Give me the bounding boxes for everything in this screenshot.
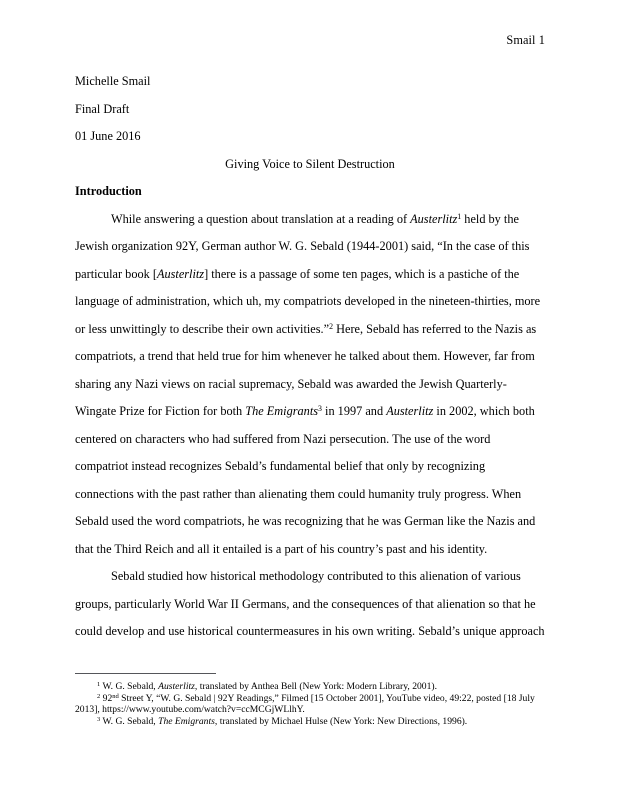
page-title: Giving Voice to Silent Destruction — [225, 156, 395, 171]
author-line: Michelle Smail — [75, 74, 151, 88]
footnote-area — [75, 681, 545, 727]
body-paragraph: Sebald studied how historical methodology contributed to this alienation of various groups, particularly World War II Germans, and the consequences of that alienation so that he could develop and use historical countermeasures in his own writing. Sebald’s unique approach — [75, 569, 545, 638]
footnote-item: $^3$ W. G. Sebald, The Emigrants, translated by Michael Hulse (New York: New Directions, 1996). — [97, 715, 468, 727]
section-heading-introduction: Introduction — [75, 184, 142, 198]
document-body — [75, 68, 545, 646]
footnote-item: $^2$ 92nd Street Y, “W. G. Sebald | 92Y Readings,” Filmed [15 October 2001], YouTube video, 49:22, posted [18 July 2013], https://www.youtube.com/watch?v=ccMCGjWLlhY. — [75, 692, 535, 716]
footnote-item: $^1$ W. G. Sebald, Austerlitz, translated by Anthea Bell (New York: Modern Library, 2001). — [97, 680, 437, 692]
running-header: Smail 1 — [506, 33, 545, 47]
footnote-separator — [75, 673, 216, 674]
draft-line: Final Draft — [75, 101, 130, 116]
body-paragraph: While answering a question about translation at a reading of Austerlitz$^1$ held by the Jewish organization 92Y, German author W. G. Sebald (1944-2001) said, “In the case of this particular book [Austerlitz] there is a passage of some ten pages, which is a pastiche of the language of administration, which uh, my compatriots developed in the nineteen-thirties, more or less unwittingly to describe their own activities.”$^2$ Here, Sebald has referred to the Nazis as compatriots, a trend that held true for him whenever he talked about them. However, far from sharing any Nazi views on racial supremacy, Sebald was awarded the Jewish Quarterly-Wingate Prize for Fiction for both The Emigrants$^3$ in 1997 and Austerlitz in 2002, which both centered on characters who had suffered from Nazi persecution. The use of the word compatriot instead recognizes Sebald’s fundamental belief that only by recognizing connections with the past rather than alienating them could humanity truly progress. When Sebald used the word compatriots, he was recognizing that he was German like the Nazis and that the Third Reich and all it entailed is a part of his country’s past and his identity. — [75, 211, 541, 556]
date-line: 01 June 2016 — [75, 129, 141, 143]
